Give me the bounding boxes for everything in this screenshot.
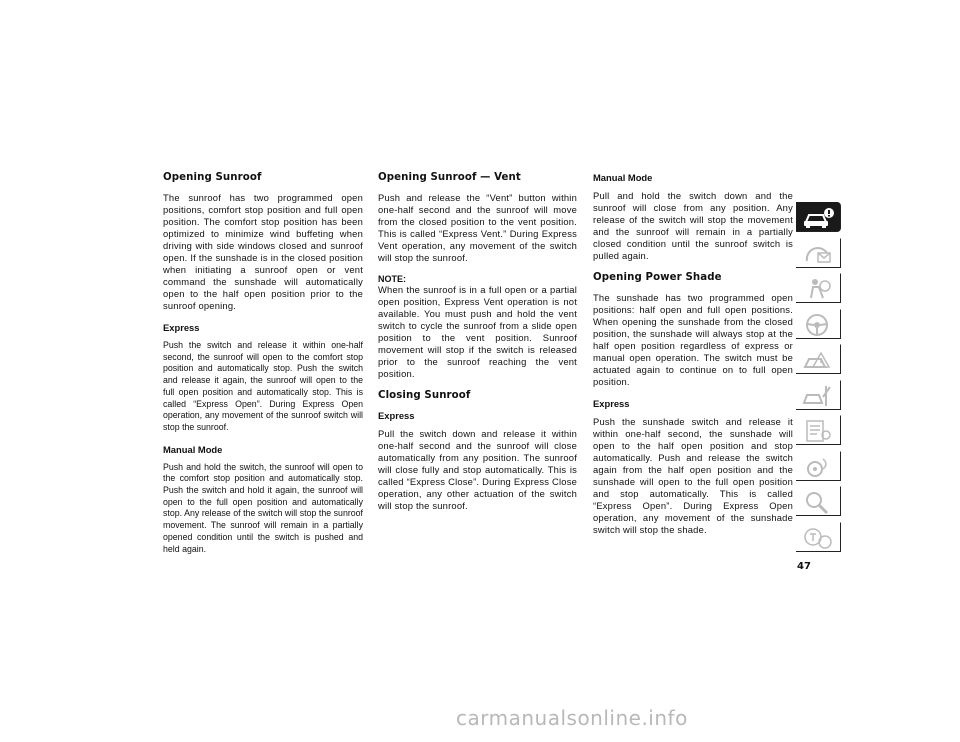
paragraph: Push and hold the switch, the sunroof will open to the comfort stop position and automatically stop. Push the switch and hold it again, the sunroof will open to the full open position and automatically stop. Any release of the switch will stop the sunroof movement. The sunroof will remain in a partially opened condition until the switch is pushed and held again. bbox=[163, 461, 363, 554]
paragraph: Pull the switch down and release it within one-half second and the sunroof will close automatically from any position. The sunroof will close fully and stop automatically. This is called “Express Close”. During Express Close operation, any other actuation of the switch will stop the sunroof. bbox=[378, 428, 577, 511]
column-right bbox=[593, 172, 793, 546]
subheading: Express bbox=[163, 322, 200, 333]
tab-starting-operating[interactable] bbox=[796, 309, 841, 339]
tab-language[interactable] bbox=[796, 522, 841, 552]
section-heading: Closing Sunroof bbox=[378, 390, 471, 401]
subheading: Manual Mode bbox=[163, 443, 223, 455]
airbag-safety-icon bbox=[801, 276, 835, 302]
note-text: When the sunroof is in a full open or a partial open position, Express Vent operation is not available. You must push and hold the vent switch to cycle the sunroof from a slide open position to the vent position. Sunroof movement will stop if the switch is released prior to the sunroof reaching the vent position. bbox=[378, 284, 577, 379]
section-heading: Opening Power Shade bbox=[593, 272, 722, 283]
subheading: Express bbox=[378, 410, 415, 421]
language-icon bbox=[801, 525, 835, 551]
car-service-tools-icon bbox=[801, 383, 835, 409]
tab-dashboard[interactable] bbox=[796, 238, 841, 268]
paragraph: Pull and hold the switch down and the sunroof will close from any position. Any release of the switch will stop the movement and the sunroof will remain in a partially closed condition until the sunroof switch is pulled again. bbox=[593, 190, 793, 261]
dashboard-warning-icon bbox=[801, 241, 835, 267]
tab-safety[interactable] bbox=[796, 273, 841, 303]
column-middle bbox=[378, 172, 577, 522]
maintenance-checklist-icon bbox=[801, 418, 835, 444]
page-number: 47 bbox=[797, 561, 811, 572]
tab-emergency[interactable] bbox=[796, 344, 841, 374]
section-heading: Opening Sunroof — Vent bbox=[378, 172, 521, 183]
paragraph: The sunshade has two programmed open positions: half open and full open positions. When opening the sunshade from the closed position, the sunshade will always stop at the half open position regardless of express or manual open operation. The switch must be actuated again to continue on to full open position. bbox=[593, 292, 793, 387]
tab-index[interactable] bbox=[796, 486, 841, 516]
note-label: NOTE: bbox=[378, 274, 406, 284]
chapter-tabs bbox=[796, 202, 841, 557]
index-search-icon bbox=[801, 489, 835, 515]
subheading: Manual Mode bbox=[593, 172, 653, 183]
paragraph: Push the sunshade switch and release it within one-half second, the sunshade will open to the half open position and stop automatically. Push and release the switch again from the half open position and the sunshade will open to the full open position and stop automatically. This is called “Express Open”. During Express Open operation, any movement of the sunshade switch will stop the shade. bbox=[593, 416, 793, 535]
tab-servicing[interactable] bbox=[796, 380, 841, 410]
paragraph: Push the switch and release it within one-half second, the sunroof will open to the comfort stop position and automatically stop. Push the switch and release it again, the sunroof will open to the full open position and automatically stop. This is called “Express Open”. During Express Open operation, any movement of the sunroof switch will stop the sunroof. bbox=[163, 340, 363, 432]
steering-wheel-icon bbox=[801, 312, 835, 338]
car-emergency-icon bbox=[801, 347, 835, 373]
section-heading: Opening Sunroof bbox=[163, 172, 262, 183]
multimedia-icon bbox=[801, 454, 835, 480]
tab-technical[interactable] bbox=[796, 415, 841, 445]
column-left bbox=[163, 172, 363, 565]
car-info-icon bbox=[801, 205, 835, 231]
tab-car-info[interactable] bbox=[796, 202, 841, 232]
paragraph: Push and release the “Vent” button within one-half second and the sunroof will move from the closed position to the vent position. This is called “Express Vent.” During Express Vent operation, any movement of the switch will stop the sunroof. bbox=[378, 192, 577, 263]
watermark: carmanualsonline.info bbox=[456, 706, 688, 730]
subheading: Express bbox=[593, 398, 630, 409]
paragraph: The sunroof has two programmed open positions, comfort stop position and full open position. The comfort stop position has been optimized to minimize wind buffeting when driving with side windows closed and sunroof open. If the sunshade is in the closed position when initiating a sunroof open or vent command the sunshade will automatically open to the half open position prior to the sunroof opening. bbox=[163, 192, 363, 311]
tab-multimedia[interactable] bbox=[796, 451, 841, 481]
